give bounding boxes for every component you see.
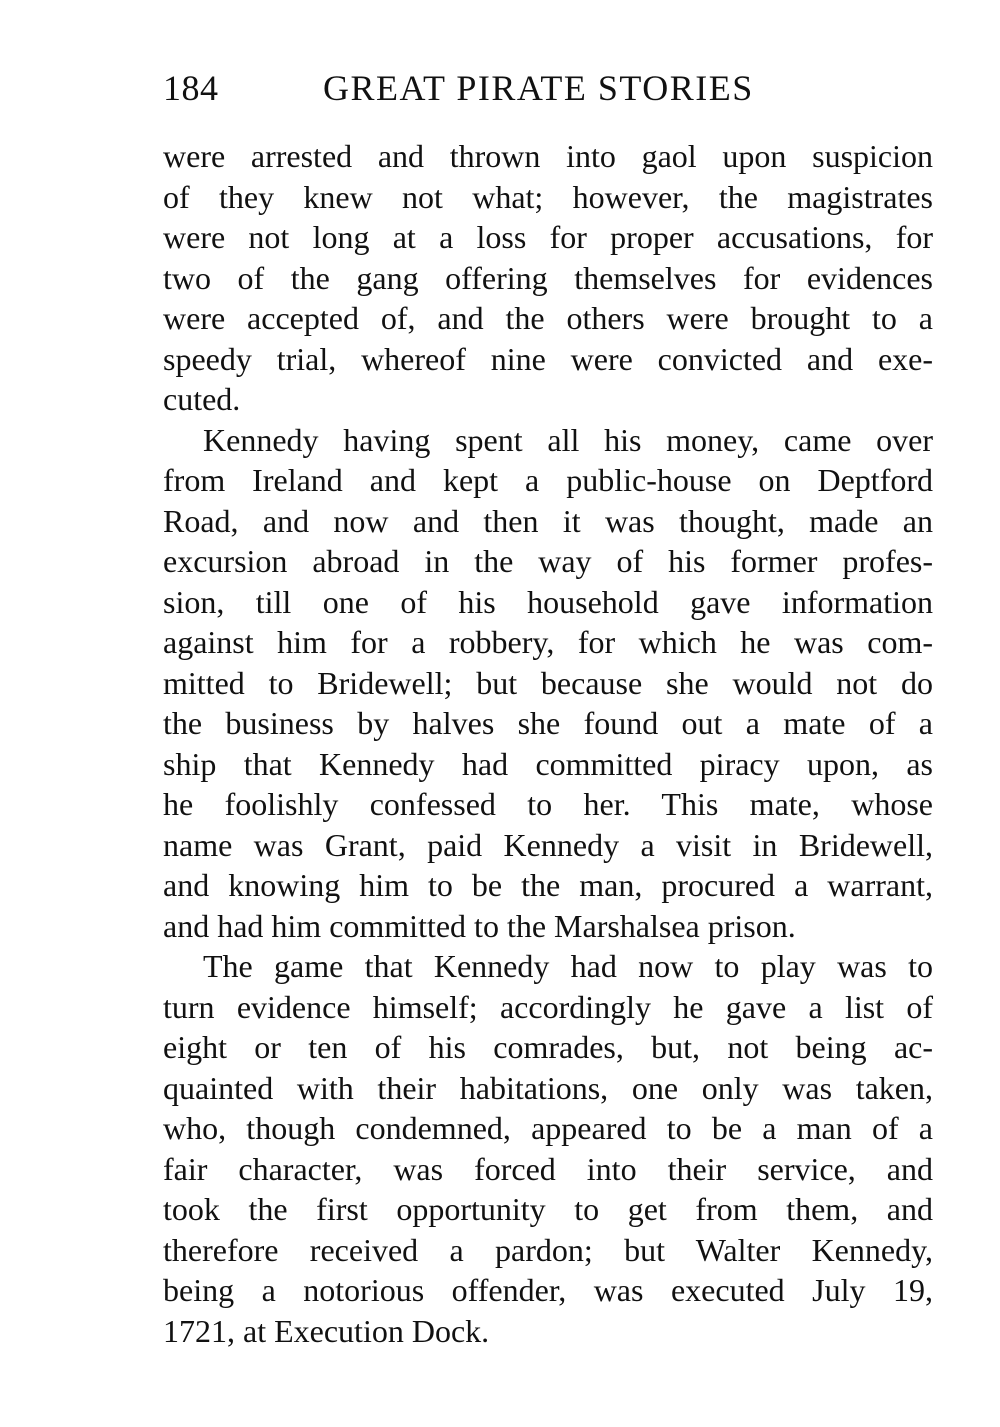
text-line: were not long at a loss for proper accusations, for [163,219,933,255]
text-line: the business by halves she found out a mate of a [163,705,933,741]
text-line: against him for a robbery, for which he was com- [163,624,933,660]
text-line: name was Grant, paid Kennedy a visit in Bridewell, [163,826,933,863]
page-number: 184 [163,68,219,108]
text-line: and knowing him to be the man, procured a warrant, [163,867,933,903]
text-line: of they knew not what; however, the magistrates [163,178,933,215]
text-line: and had him committed to the Marshalsea prison. [163,907,796,944]
running-head [163,64,933,116]
text-line: being a notorious offender, was executed July 19, [163,1272,933,1308]
text-line: who, though condemned, appeared to be a man of a [163,1110,933,1146]
text-line: ship that Kennedy had committed piracy upon, as [163,745,933,782]
text-line: turn evidence himself; accordingly he gave a list of [163,988,933,1025]
text-line: The game that Kennedy had now to play was to [203,948,933,984]
text-line: Road, and now and then it was thought, made an [163,502,933,539]
text-line: quainted with their habitations, one only was taken, [163,1069,933,1106]
text-line: therefore received a pardon; but Walter Kennedy, [163,1231,933,1268]
body-text [163,136,933,1351]
text-line: eight or ten of his comrades, but, not being ac- [163,1029,933,1065]
text-line: mitted to Bridewell; but because she would not do [163,664,933,701]
running-title: GREAT PIRATE STORIES [323,68,754,108]
text-line: two of the gang offering themselves for evidences [163,259,933,296]
text-line: he foolishly confessed to her. This mate, whose [163,786,933,822]
text-line: fair character, was forced into their service, and [163,1150,933,1187]
text-line: were accepted of, and the others were brought to a [163,300,933,336]
text-line: sion, till one of his household gave information [163,583,933,620]
text-line: speedy trial, whereof nine were convicted and exe- [163,340,933,377]
text-line: from Ireland and kept a public-house on Deptford [163,462,933,498]
text-line: took the first opportunity to get from them, and [163,1191,933,1227]
text-line: excursion abroad in the way of his former profes- [163,543,933,579]
text-line: cuted. [163,381,241,417]
text-line: were arrested and thrown into gaol upon suspicion [163,138,933,174]
text-line: 1721, at Execution Dock. [163,1312,490,1349]
text-line: Kennedy having spent all his money, came over [203,421,933,458]
